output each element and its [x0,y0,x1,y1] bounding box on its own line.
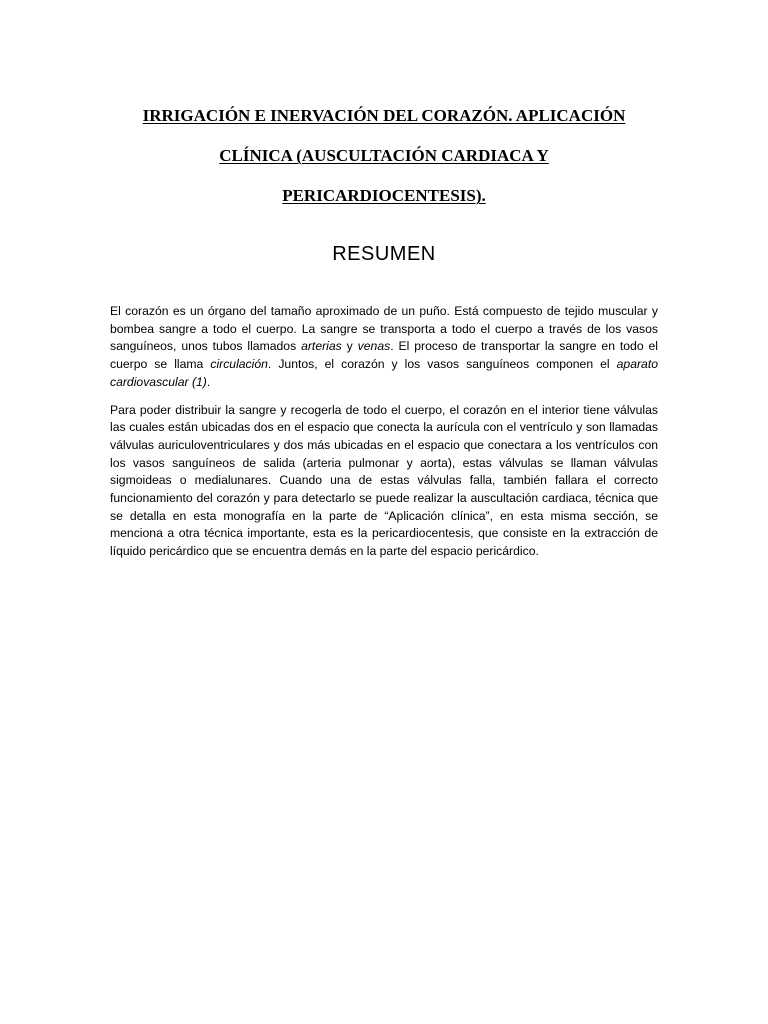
document-title [100,96,668,216]
document-body [110,303,658,571]
title-line-3: PERICARDIOCENTESIS). [282,186,486,205]
italic-term-arterias: arterias [301,339,342,354]
paragraph-1-text-3: . El proceso de transportar la sangre en todo el cuerpo se llama [110,339,659,372]
italic-term-venas: venas [357,339,391,354]
paragraph-1-text-1: El corazón es un órgano del tamaño aproximado de un puño. Está compuesto de tejido muscular y bombea sangre a todo el cuerpo. La sangre se transporta a todo el cuerpo a través de los vasos sanguíneos, unos tubos llamados [110,304,658,354]
title-line-2: CLÍNICA (AUSCULTACIÓN CARDIACA Y [219,146,549,165]
paragraph-1-text-5: . [206,374,211,389]
paragraph-1-text-2: y [341,339,358,354]
italic-term-circulacion: circulación [210,357,268,372]
paragraph-1-text-4: . Juntos, el corazón y los vasos sanguíneos componen el [267,357,617,372]
section-heading: RESUMEN [332,243,436,265]
title-line-1: IRRIGACIÓN E INERVACIÓN DEL CORAZÓN. APLICACIÓN [142,106,626,125]
italic-term-aparato-cardiovascular: aparato cardiovascular (1) [110,357,658,389]
paragraph-1 [110,303,658,392]
paragraph-2: Para poder distribuir la sangre y recogerla de todo el cuerpo, el corazón en el interior tiene válvulas las cuales están ubicadas dos en el espacio que conecta la aurícula con el ventrículo y son llamadas válvulas auriculoventriculares y dos más ubicadas en el espacio que conectara a los ventrículos con los vasos sanguíneos de salida (arteria pulmonar y aorta), estas válvulas se llaman válvulas sigmoideas o medialunares. Cuando una de estas válvulas falla, también fallara el correcto funcionamiento del corazón y para detectarlo se puede realizar la auscultación cardiaca, técnica que se detalla en esta monografía en la parte de “Aplicación clínica”, en esta misma sección, se menciona a otra técnica importante, esta es la pericardiocentesis, que consiste en la extracción de líquido pericárdico que se encuentra demás en la parte del espacio pericárdico. [110,402,658,559]
